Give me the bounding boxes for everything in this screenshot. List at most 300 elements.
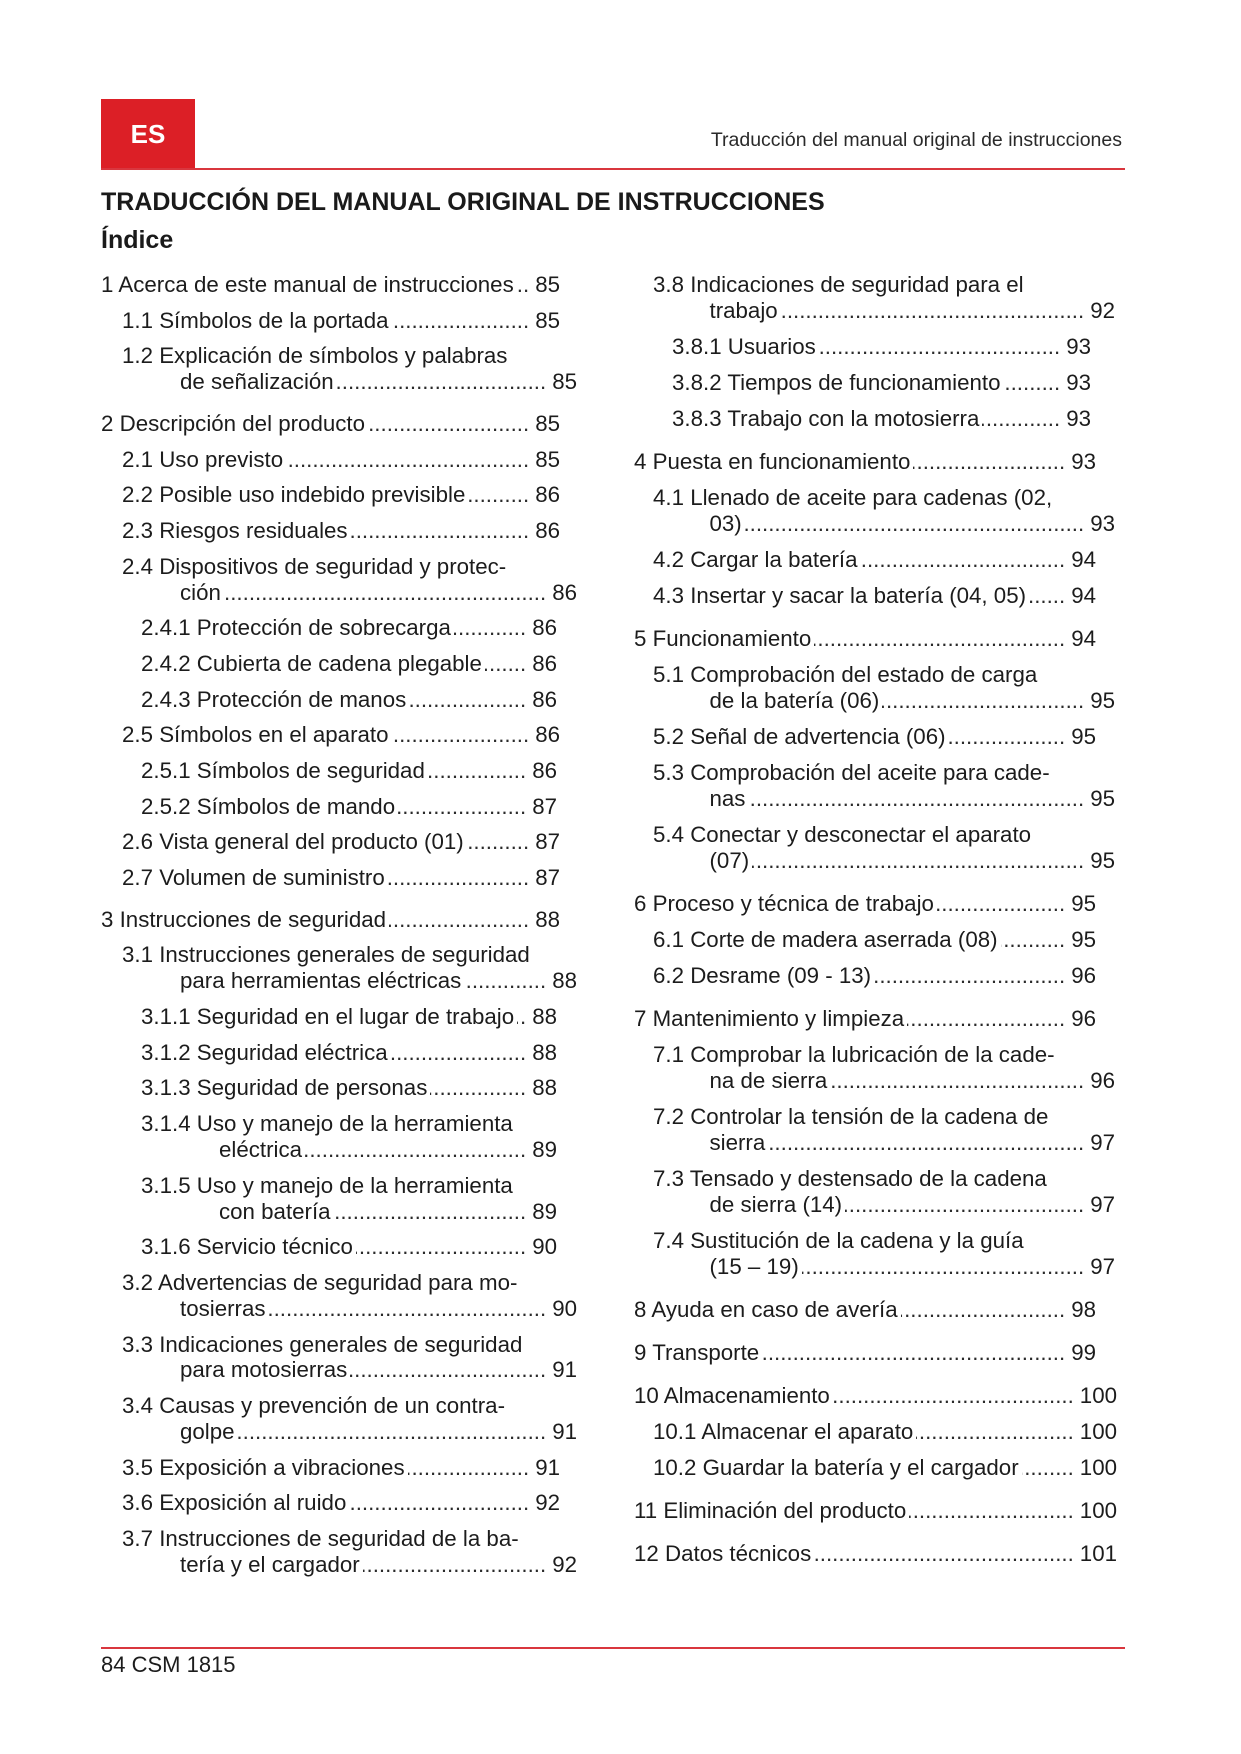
toc-dot-leader xyxy=(356,1234,526,1260)
toc-entry-title: 3.1.2 Seguridad eléctrica xyxy=(141,1039,388,1065)
toc-entry xyxy=(101,722,578,748)
toc-entry xyxy=(634,370,1118,396)
toc-page-number: 100 xyxy=(1079,1419,1117,1445)
toc-entry-title: eléctrica xyxy=(219,1137,303,1162)
toc-dot-leader xyxy=(409,687,526,713)
toc-page-number: 87 xyxy=(532,793,557,819)
toc-entry-line xyxy=(653,1419,1118,1445)
toc-dot-leader xyxy=(781,298,1085,324)
toc-entry xyxy=(101,1040,578,1066)
toc-entry-title: 3.8.3 Trabajo con la motosierra xyxy=(672,406,980,432)
toc-entry-continuation xyxy=(710,848,1119,874)
toc-entry-line xyxy=(672,334,1118,360)
toc-entry xyxy=(634,1297,1118,1323)
toc-entry-title: 6 Proceso y técnica de trabajo xyxy=(634,891,934,917)
toc-entry-title: (07) xyxy=(709,848,750,874)
toc-entry-line xyxy=(634,1383,1118,1409)
toc-entry-line xyxy=(653,724,1118,750)
toc-page-number: 91 xyxy=(535,1454,560,1480)
toc-page-number: 93 xyxy=(1071,449,1096,475)
toc-entry-title: 2.4.2 Cubierta de cadena plegable xyxy=(141,650,482,676)
toc-entry xyxy=(101,272,578,298)
toc-page-number: 92 xyxy=(1090,297,1115,323)
toc-entry-title: 5.4 Conectar y desconectar el aparato xyxy=(653,822,1032,848)
toc-entry-title: 5.2 Señal de advertencia (06) xyxy=(653,724,946,750)
toc-entry-title: 3.6 Exposición al ruido xyxy=(122,1490,347,1516)
toc-entry-title: 11 Eliminación del producto xyxy=(634,1498,907,1524)
toc-entry-title: 3.8.1 Usuarios xyxy=(672,333,816,359)
toc-dot-leader xyxy=(389,907,529,933)
toc-entry-line xyxy=(634,1297,1118,1323)
toc-entry xyxy=(634,449,1118,475)
toc-entry xyxy=(634,662,1118,714)
toc-page-number: 86 xyxy=(535,722,560,748)
toc-dot-leader xyxy=(337,369,546,395)
toc-entry-line xyxy=(653,1104,1118,1130)
toc-entry-line xyxy=(653,662,1118,688)
toc-entry-line xyxy=(672,370,1118,396)
toc-entry-line xyxy=(122,343,578,369)
toc-entry-line xyxy=(672,406,1118,432)
toc-entry-continuation xyxy=(180,968,578,994)
toc-entry xyxy=(634,334,1118,360)
toc-entry-line xyxy=(653,822,1118,848)
toc-entry-title: ción xyxy=(180,579,221,605)
toc-entry-title: 2.4.3 Protección de manos xyxy=(141,686,407,712)
toc-dot-leader xyxy=(430,1075,526,1101)
toc-entry xyxy=(634,822,1118,874)
toc-entry-continuation xyxy=(710,786,1119,812)
toc-entry xyxy=(101,343,578,395)
toc-entry-title: 2.1 Uso previsto xyxy=(122,446,284,472)
toc-page-number: 86 xyxy=(552,579,577,605)
toc-entry xyxy=(634,1383,1118,1409)
toc-dot-leader xyxy=(913,449,1065,475)
toc-entry-line xyxy=(653,963,1118,989)
toc-entry-title: 6.1 Corte de madera aserrada (08) xyxy=(653,927,998,953)
toc-page-number: 88 xyxy=(532,1004,557,1030)
toc-entry-line xyxy=(634,1498,1118,1524)
toc-entry-title: 3.1.4 Uso y manejo de la herramienta xyxy=(141,1111,513,1137)
toc-entry-title: 3.5 Exposición a vibraciones xyxy=(122,1454,405,1480)
toc-entry-title: 4.1 Llenado de aceite para cadenas (02, xyxy=(653,485,1053,511)
toc-dot-leader xyxy=(368,411,529,437)
toc-entry-line xyxy=(653,927,1118,953)
toc-page-number: 86 xyxy=(535,482,560,508)
toc-entry-line xyxy=(634,891,1118,917)
toc-entry-title: 2.2 Posible uso indebido previsible xyxy=(122,482,466,508)
toc-entry-line xyxy=(653,1228,1118,1254)
toc-entry-line xyxy=(653,583,1118,609)
toc-entry-line xyxy=(122,554,578,580)
toc-page-number: 89 xyxy=(532,1137,557,1162)
toc-entry-title: 3.1 Instrucciones generales de seguridad xyxy=(122,942,530,968)
toc-entry-title: 3.3 Indicaciones generales de seguridad xyxy=(122,1331,523,1357)
language-badge: ES xyxy=(101,99,195,169)
toc-entry-line xyxy=(653,547,1118,573)
toc-dot-leader xyxy=(748,786,1084,812)
toc-entry xyxy=(101,907,578,933)
toc-entry-line xyxy=(122,1270,578,1296)
toc-entry-continuation xyxy=(710,688,1119,714)
toc-entry xyxy=(634,927,1118,953)
toc-entry xyxy=(101,308,578,334)
toc-entry-title: 7.2 Controlar la tensión de la cadena de xyxy=(653,1104,1049,1130)
toc-page-number: 97 xyxy=(1090,1130,1115,1156)
toc-entry-line xyxy=(653,485,1118,511)
toc-dot-leader xyxy=(467,829,529,855)
toc-entry-line xyxy=(141,651,578,677)
toc-dot-leader xyxy=(768,1130,1084,1156)
toc-entry-continuation xyxy=(710,1254,1119,1280)
toc-entry-title: 3.1.3 Seguridad de personas xyxy=(141,1075,428,1101)
toc-entry-line xyxy=(122,482,578,508)
toc-entry-title: 3.8.2 Tiempos de funcionamiento xyxy=(672,370,1001,396)
toc-entry xyxy=(101,1455,578,1481)
toc-page-number: 91 xyxy=(552,1357,577,1383)
toc-page-number: 95 xyxy=(1090,688,1115,714)
toc-entry xyxy=(101,1004,578,1030)
toc-page-number: 85 xyxy=(552,369,577,395)
toc-entry-continuation xyxy=(710,298,1119,324)
toc-entry xyxy=(634,1419,1118,1445)
toc-entry-line xyxy=(141,1004,578,1030)
toc-page-number: 92 xyxy=(552,1551,577,1577)
toc-entry-title: 7.4 Sustitución de la cadena y la guía xyxy=(653,1228,1024,1254)
toc-entry-line xyxy=(122,722,578,748)
toc-dot-leader xyxy=(391,1040,527,1066)
toc-entry-line xyxy=(634,626,1118,652)
toc-entry-title: 3 Instrucciones de seguridad xyxy=(101,906,387,932)
toc-entry-continuation xyxy=(180,1357,578,1383)
toc-dot-leader xyxy=(388,865,529,891)
toc-entry-title: 4 Puesta en funcionamiento xyxy=(634,449,911,475)
toc-entry-line xyxy=(141,794,578,820)
toc-dot-leader xyxy=(1022,1455,1074,1481)
toc-page-number: 94 xyxy=(1071,547,1096,573)
toc-dot-leader xyxy=(802,1254,1084,1280)
toc-entry-title: 1.1 Símbolos de la portada xyxy=(122,307,389,333)
toc-dot-leader xyxy=(1029,583,1065,609)
toc-entry xyxy=(634,724,1118,750)
toc-entry-line xyxy=(122,1332,578,1358)
toc-dot-leader xyxy=(882,688,1084,714)
toc-dot-leader xyxy=(392,722,530,748)
toc-page-number: 93 xyxy=(1066,333,1091,359)
toc-entry-title: 1.2 Explicación de símbolos y palabras xyxy=(122,343,508,369)
toc-entry-title: 6.2 Desrame (09 - 13) xyxy=(653,963,872,989)
toc-entry-title: golpe xyxy=(180,1419,235,1444)
toc-entry-line xyxy=(101,411,578,437)
toc-page-number: 101 xyxy=(1079,1541,1117,1567)
toc-entry-continuation xyxy=(180,1552,578,1578)
toc-page-number: 90 xyxy=(552,1295,577,1321)
toc-entry xyxy=(101,1490,578,1516)
toc-entry xyxy=(634,583,1118,609)
toc-page-number: 86 xyxy=(532,615,557,641)
toc-entry xyxy=(101,482,578,508)
toc-entry xyxy=(634,760,1118,812)
toc-page-number: 95 xyxy=(1071,927,1096,953)
toc-dot-leader xyxy=(901,1297,1066,1323)
toc-page-number: 85 xyxy=(535,446,560,472)
toc-entry xyxy=(101,554,578,606)
toc-entry-title: para herramientas eléctricas xyxy=(180,968,462,994)
toc-entry-line xyxy=(141,1234,578,1260)
toc-entry-title: 12 Datos técnicos xyxy=(634,1541,812,1567)
toc-entry xyxy=(634,1340,1118,1366)
toc-entry-title: tosierras xyxy=(180,1295,266,1321)
toc-entry xyxy=(634,963,1118,989)
toc-entry xyxy=(101,1270,578,1322)
toc-page-number: 86 xyxy=(532,758,557,784)
toc-entry-title: 5.1 Comprobación del estado de carga xyxy=(653,662,1038,688)
toc-entry-title: 7.3 Tensado y destensado de la cadena xyxy=(653,1166,1047,1192)
toc-entry-continuation xyxy=(219,1137,578,1163)
toc-page-number: 95 xyxy=(1071,724,1096,750)
toc-entry xyxy=(101,942,578,994)
toc-dot-leader xyxy=(350,1357,546,1383)
toc-entry-title: 03) xyxy=(709,511,742,537)
toc-entry-title: 2.3 Riesgos residuales xyxy=(122,518,348,544)
toc-page-number: 95 xyxy=(1071,891,1096,917)
toc-entry-title: para motosierras xyxy=(180,1357,348,1383)
toc-entry-line xyxy=(653,1166,1118,1192)
toc-entry xyxy=(634,1498,1118,1524)
toc-dot-leader xyxy=(349,1490,529,1516)
toc-page-number: 89 xyxy=(532,1198,557,1224)
toc-entry-title: 5 Funcionamiento xyxy=(634,626,812,652)
toc-entry-line xyxy=(101,907,578,933)
toc-dot-leader xyxy=(363,1552,546,1578)
toc-page-number: 87 xyxy=(535,829,560,855)
toc-entry-title: 5.3 Comprobación del aceite para cade- xyxy=(653,760,1050,786)
toc-entry-title: 7 Mantenimiento y limpieza xyxy=(634,1006,905,1032)
toc-page-number: 85 xyxy=(535,410,560,436)
toc-entry-title: 7.1 Comprobar la lubricación de la cade- xyxy=(653,1042,1055,1068)
toc-dot-leader xyxy=(517,1004,526,1030)
toc-entry xyxy=(634,547,1118,573)
toc-dot-leader xyxy=(814,626,1065,652)
toc-entry-title: 10.2 Guardar la batería y el cargador xyxy=(653,1455,1019,1481)
running-header-title: Traducción del manual original de instrucciones xyxy=(710,129,1122,151)
toc-page-number: 95 xyxy=(1090,848,1115,874)
toc-dot-leader xyxy=(269,1296,547,1322)
toc-dot-leader xyxy=(238,1419,547,1445)
toc-dot-leader xyxy=(762,1340,1065,1366)
toc-entry-title: 1 Acerca de este manual de instrucciones xyxy=(101,272,514,297)
toc-dot-leader xyxy=(286,447,529,473)
toc-dot-leader xyxy=(982,406,1060,432)
toc-dot-leader xyxy=(464,968,546,994)
toc-page-number: 94 xyxy=(1071,626,1096,652)
toc-entry-title: (15 – 19) xyxy=(709,1254,799,1280)
toc-entry xyxy=(634,626,1118,652)
toc-entry-continuation xyxy=(710,1130,1119,1156)
toc-entry xyxy=(634,1541,1118,1567)
toc-entry-continuation xyxy=(180,580,578,606)
toc-entry-title: 3.8 Indicaciones de seguridad para el xyxy=(653,272,1024,297)
toc-dot-leader xyxy=(485,651,526,677)
toc-entry-title: 2.5.2 Símbolos de mando xyxy=(141,793,396,819)
toc-dot-leader xyxy=(819,334,1060,360)
toc-entry xyxy=(101,1234,578,1260)
toc-dot-leader xyxy=(408,1455,530,1481)
toc-entry-line xyxy=(101,272,578,298)
toc-entry-title: 4.2 Cargar la batería xyxy=(653,547,858,573)
toc-entry-line xyxy=(122,1526,578,1552)
toc-dot-leader xyxy=(305,1137,526,1163)
toc-entry-title: de sierra (14) xyxy=(709,1192,843,1218)
toc-entry-title: 2.6 Vista general del producto (01) xyxy=(122,829,464,855)
toc-dot-leader xyxy=(909,1498,1074,1524)
toc-entry xyxy=(101,1111,578,1163)
toc-page-number: 100 xyxy=(1079,1383,1117,1409)
toc-page-number: 93 xyxy=(1066,370,1091,396)
toc-entry-line xyxy=(122,1490,578,1516)
toc-entry-title: 3.2 Advertencias de seguridad para mo- xyxy=(122,1269,518,1295)
toc-page-number: 88 xyxy=(535,906,560,932)
toc-page-number: 90 xyxy=(532,1234,557,1260)
toc-dot-leader xyxy=(517,272,529,298)
toc-entry xyxy=(101,1173,578,1225)
toc-entry-title: na de sierra xyxy=(709,1068,828,1094)
toc-dot-leader xyxy=(752,848,1084,874)
toc-dot-leader xyxy=(949,724,1066,750)
toc-dot-leader xyxy=(351,518,530,544)
toc-entry-line xyxy=(122,447,578,473)
toc-page-number: 87 xyxy=(535,865,560,891)
toc-entry xyxy=(101,447,578,473)
toc-dot-leader xyxy=(398,794,526,820)
toc-entry-title: 2 Descripción del producto xyxy=(101,410,365,436)
toc-page-number: 91 xyxy=(552,1419,577,1444)
toc-dot-leader xyxy=(1003,370,1060,396)
toc-heading: Índice xyxy=(101,226,174,254)
toc-dot-leader xyxy=(745,511,1084,537)
toc-entry-title: de la batería (06) xyxy=(709,688,880,714)
toc-entry-line xyxy=(122,829,578,855)
toc-dot-leader xyxy=(937,891,1065,917)
toc-entry-continuation xyxy=(180,1296,578,1322)
toc-entry-title: sierra xyxy=(709,1130,766,1156)
toc-entry-title: 2.4 Dispositivos de seguridad y protec- xyxy=(122,553,507,579)
toc-entry-line xyxy=(634,1006,1118,1032)
toc-entry-line xyxy=(141,1173,578,1199)
toc-page-number: 99 xyxy=(1071,1340,1096,1366)
toc-page-number: 97 xyxy=(1090,1192,1115,1218)
toc-page-number: 94 xyxy=(1071,583,1096,609)
footer-page-label: 84 CSM 1815 xyxy=(101,1652,236,1677)
toc-entry-line xyxy=(141,615,578,641)
toc-entry-title: 10.1 Almacenar el aparato xyxy=(653,1419,914,1445)
toc-entry-title: con batería xyxy=(219,1198,331,1224)
toc-page-number: 92 xyxy=(535,1490,560,1516)
toc-entry-line xyxy=(634,1541,1118,1567)
toc-entry-title: 3.7 Instrucciones de seguridad de la ba- xyxy=(122,1526,519,1552)
toc-page-number: 100 xyxy=(1079,1455,1117,1481)
toc-entry-line xyxy=(653,272,1118,298)
toc-entry xyxy=(634,272,1118,324)
toc-entry-title: 3.1.5 Uso y manejo de la herramienta xyxy=(141,1172,513,1198)
toc-entry xyxy=(101,615,578,641)
toc-entry-title: 3.4 Causas y prevención de un contra- xyxy=(122,1393,505,1419)
toc-entry-title: 10 Almacenamiento xyxy=(634,1383,830,1409)
toc-entry xyxy=(101,1526,578,1578)
toc-entry-line xyxy=(122,308,578,334)
toc-page-number: 93 xyxy=(1066,406,1091,432)
toc-entry-line xyxy=(141,758,578,784)
toc-page-number: 88 xyxy=(552,968,577,994)
toc-entry xyxy=(101,865,578,891)
toc-entry-title: nas xyxy=(709,786,746,812)
toc-page-number: 100 xyxy=(1079,1498,1117,1524)
toc-entry-title: 2.4.1 Protección de sobrecarga xyxy=(141,615,451,641)
toc-entry-line xyxy=(141,1075,578,1101)
toc-page-number: 96 xyxy=(1090,1068,1115,1094)
toc-entry-title: 4.3 Insertar y sacar la batería (04, 05) xyxy=(653,583,1027,609)
toc-dot-leader xyxy=(874,963,1065,989)
toc-entry-continuation xyxy=(710,1192,1119,1218)
toc-entry xyxy=(634,1166,1118,1218)
toc-entry-line xyxy=(653,760,1118,786)
toc-entry-continuation xyxy=(710,1068,1119,1094)
toc-entry-title: 2.5.1 Símbolos de seguridad xyxy=(141,758,425,784)
toc-entry-line xyxy=(634,449,1118,475)
toc-dot-leader xyxy=(916,1419,1073,1445)
toc-entry-continuation xyxy=(180,1419,578,1445)
toc-entry xyxy=(634,1455,1118,1481)
toc-dot-leader xyxy=(454,615,526,641)
header-rule xyxy=(101,168,1125,170)
toc-dot-leader xyxy=(392,308,530,334)
toc-dot-leader xyxy=(833,1383,1074,1409)
toc-entry-title: 3.1.6 Servicio técnico xyxy=(141,1234,353,1260)
toc-page-number: 85 xyxy=(535,307,560,333)
toc-entry-title: trabajo xyxy=(709,297,778,323)
toc-page-number: 86 xyxy=(535,518,560,544)
toc-entry-line xyxy=(141,1040,578,1066)
toc-page-number: 96 xyxy=(1071,1006,1096,1032)
toc-entry-continuation xyxy=(219,1199,578,1225)
toc-entry xyxy=(101,758,578,784)
toc-dot-leader xyxy=(845,1192,1084,1218)
toc-entry xyxy=(101,651,578,677)
toc-page-number: 88 xyxy=(532,1039,557,1065)
toc-entry-line xyxy=(122,942,578,968)
toc-entry-title: 2.5 Símbolos en el aparato xyxy=(122,722,389,748)
toc-page-number: 86 xyxy=(532,650,557,676)
toc-dot-leader xyxy=(861,547,1066,573)
toc-entry-line xyxy=(141,1111,578,1137)
toc-entry-title: de señalización xyxy=(180,369,334,395)
toc-entry xyxy=(634,1006,1118,1032)
toc-entry xyxy=(101,794,578,820)
toc-dot-leader xyxy=(830,1068,1084,1094)
toc-entry xyxy=(101,411,578,437)
toc-page-number: 85 xyxy=(535,272,560,297)
toc-entry-title: 2.7 Volumen de suministro xyxy=(122,865,385,891)
toc-entry-line xyxy=(122,865,578,891)
toc-entry-line xyxy=(122,1455,578,1481)
toc-page-number: 98 xyxy=(1071,1297,1096,1323)
toc-entry-title: 9 Transporte xyxy=(634,1340,760,1366)
toc-entry xyxy=(634,1228,1118,1280)
toc-entry xyxy=(101,1393,578,1445)
toc-page-number: 95 xyxy=(1090,786,1115,812)
toc-entry-continuation xyxy=(180,369,578,395)
toc-entry-line xyxy=(122,1393,578,1419)
